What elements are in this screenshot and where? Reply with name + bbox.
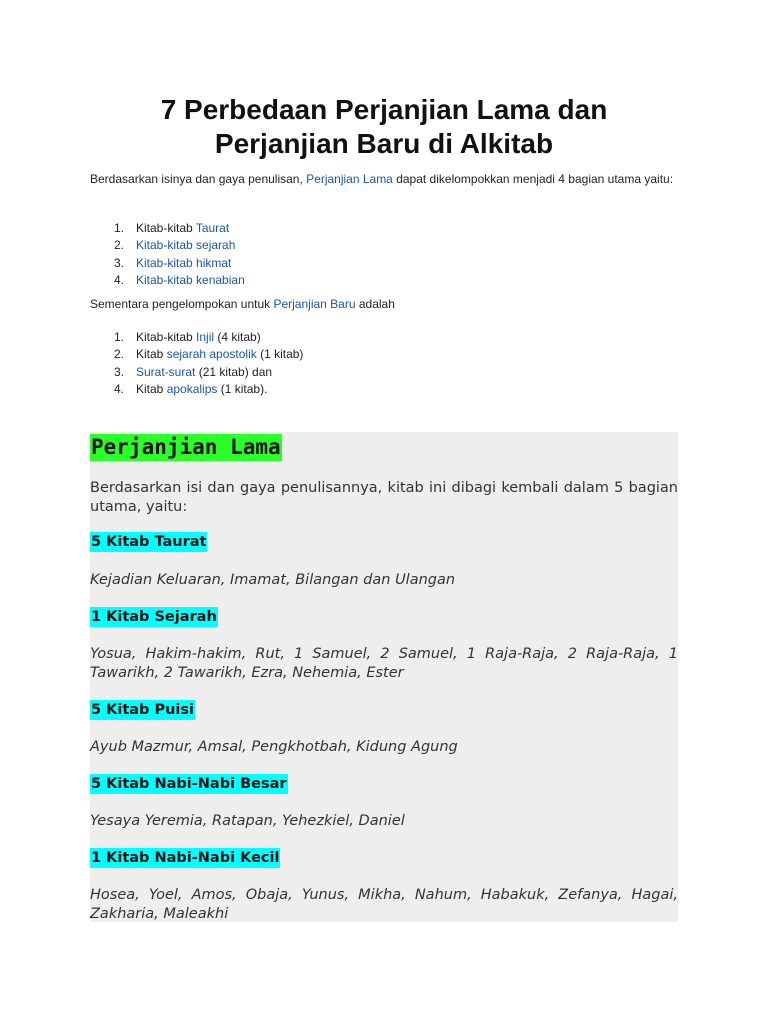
list-item-suffix: (21 kitab) dan (195, 364, 273, 379)
group-books-sejarah: Yosua, Hakim-hakim, Rut, 1 Samuel, 2 Samuel, 1 Raja-Raja, 2 Raja-Raja, 1 Tawarikh, 2 Tawarikh, Ezra, Nehemia, Ester (90, 646, 678, 681)
list-item-text: Kitab-kitab (136, 221, 196, 235)
section-heading: Perjanjian Lama (91, 435, 281, 459)
list-number: 3. (114, 255, 125, 270)
group-books-taurat: Kejadian Keluaran, Imamat, Bilangan dan Ulangan (90, 572, 456, 588)
new-testament-groups-list (114, 329, 303, 398)
list-item-suffix: (4 kitab) (214, 330, 261, 344)
link-apokalips[interactable]: apokalips (166, 381, 218, 396)
group-books-puisi: Ayub Mazmur, Amsal, Pengkhotbah, Kidung Agung (90, 739, 458, 755)
mid-text: Sementara pengelompokan untuk (90, 297, 274, 311)
list-item-text: Kitab (136, 347, 167, 362)
list-item-suffix: (1 kitab). (217, 381, 268, 396)
group-label-nabi-besar: 5 Kitab Nabi-Nabi Besar (91, 776, 287, 792)
list-number: 4. (114, 381, 125, 396)
link-injil[interactable]: Injil (196, 330, 215, 344)
old-testament-box (90, 432, 678, 922)
list-item (114, 237, 245, 254)
intro-paragraph (90, 171, 678, 188)
list-item (114, 346, 303, 363)
intro-text: Berdasarkan isinya dan gaya penulisan, (90, 172, 307, 186)
link-kitab-kenabian[interactable]: Kitab-kitab kenabian (136, 272, 245, 287)
list-item (114, 272, 245, 289)
list-number: 1. (114, 221, 125, 235)
list-item-text: Kitab-kitab (136, 330, 197, 344)
list-item-text: Kitab (136, 381, 167, 396)
page-title: 7 Perbedaan Perjanjian Lama dan Perjanjian Baru di Alkitab (160, 94, 608, 159)
group-books-nabi-kecil: Hosea, Yoel, Amos, Obaja, Yunus, Mikha, Nahum, Habakuk, Zefanya, Hagai, Zakharia, Maleakhi (90, 887, 678, 922)
group-label-taurat: 5 Kitab Taurat (91, 534, 207, 550)
intro-text-end: dapat dikelompokkan menjadi 4 bagian utama yaitu: (392, 172, 674, 186)
old-testament-groups-list (114, 220, 245, 289)
link-perjanjian-baru[interactable]: Perjanjian Baru (273, 297, 356, 311)
list-item (114, 220, 245, 237)
list-number: 2. (114, 347, 125, 362)
group-label-sejarah: 1 Kitab Sejarah (91, 609, 217, 625)
link-perjanjian-lama[interactable]: Perjanjian Lama (306, 172, 393, 186)
list-number: 3. (114, 364, 125, 379)
list-item (114, 329, 303, 346)
list-number: 1. (114, 330, 125, 344)
link-surat-surat[interactable]: Surat-surat (136, 364, 196, 379)
list-item (114, 255, 245, 272)
link-taurat[interactable]: Taurat (195, 221, 230, 235)
list-number: 4. (114, 272, 125, 287)
new-testament-paragraph (90, 296, 395, 313)
link-kitab-hikmat[interactable]: Kitab-kitab hikmat (136, 255, 232, 270)
group-label-puisi: 5 Kitab Puisi (91, 702, 195, 718)
list-item-suffix: (1 kitab) (256, 347, 304, 362)
mid-text-end: adalah (355, 297, 395, 311)
link-sejarah-apostolik[interactable]: sejarah apostolik (166, 347, 257, 362)
list-number: 2. (114, 238, 125, 253)
list-item (114, 364, 303, 381)
group-label-nabi-kecil: 1 Kitab Nabi-Nabi Kecil (91, 850, 280, 866)
section-description: Berdasarkan isi dan gaya penulisannya, kitab ini dibagi kembali dalam 5 bagian utama, yaitu: (90, 480, 678, 515)
list-item (114, 381, 303, 398)
group-books-nabi-besar: Yesaya Yeremia, Ratapan, Yehezkiel, Daniel (90, 813, 405, 829)
link-kitab-sejarah[interactable]: Kitab-kitab sejarah (136, 238, 236, 253)
